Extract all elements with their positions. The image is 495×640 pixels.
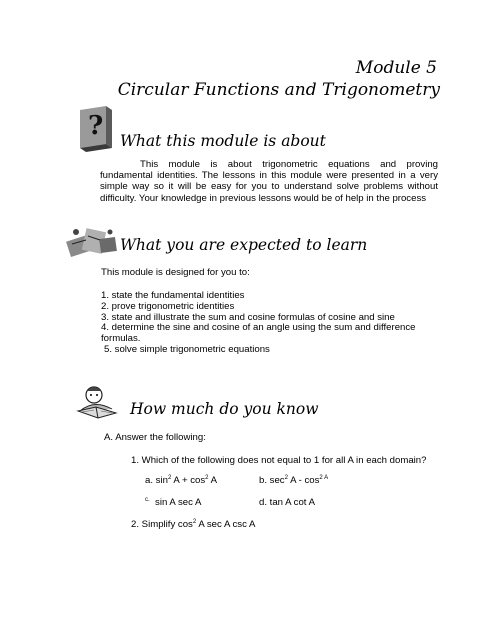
expected-intro: This module is designed for you to: [101,267,250,278]
section-heading-about: What this module is about [120,132,326,150]
module-title: Circular Functions and Trigonometry [117,80,440,100]
objective-item: 4. determine the sine and cosine of an angle using the sum and difference [101,322,416,334]
books-icon [64,224,120,258]
about-paragraph [100,159,438,204]
about-paragraph-text: This module is about trigonometric equations and proving fundamental identities. The lessons in this module were presented in a very simple way so it will be easy for you to understand solve problems without difficulty. Your knowledge in previous lessons would be of help in the process [100,159,438,204]
student-reading-icon [72,385,122,421]
choice-b: b. $\sec^2 A - \cos^{2 A}$ [259,474,329,486]
svg-text:?: ? [88,111,104,141]
objectives-list [101,291,416,356]
module-number: Module 5 [355,58,437,78]
choice-c: $^{c.}$ sin A sec A [145,496,202,508]
choice-d: d. tan A cot A [259,497,316,508]
part-a-label: A. Answer the following: [104,432,206,443]
question-1: 1. Which of the following does not equal to 1 for all A in each domain? [131,455,427,466]
objective-item: 1. state the fundamental identities [101,290,245,301]
question-mark-icon [76,104,114,154]
objective-item: formulas. [101,333,141,345]
question-2: 2. Simplify $\cos^2 A$ sec A csc A [131,518,256,530]
objective-item: 2. prove trigonometric identities [101,300,235,312]
section-heading-expected: What you are expected to learn [120,236,368,254]
section-heading-know: How much do you know [130,400,319,418]
objective-item: 5. solve simple trigonometric equations [104,343,270,355]
choice-a: a. $\sin^2 A + \cos^2 A$ [145,474,218,486]
objective-item: 3. state and illustrate the sum and cosine formulas of cosine and sine [101,311,395,323]
